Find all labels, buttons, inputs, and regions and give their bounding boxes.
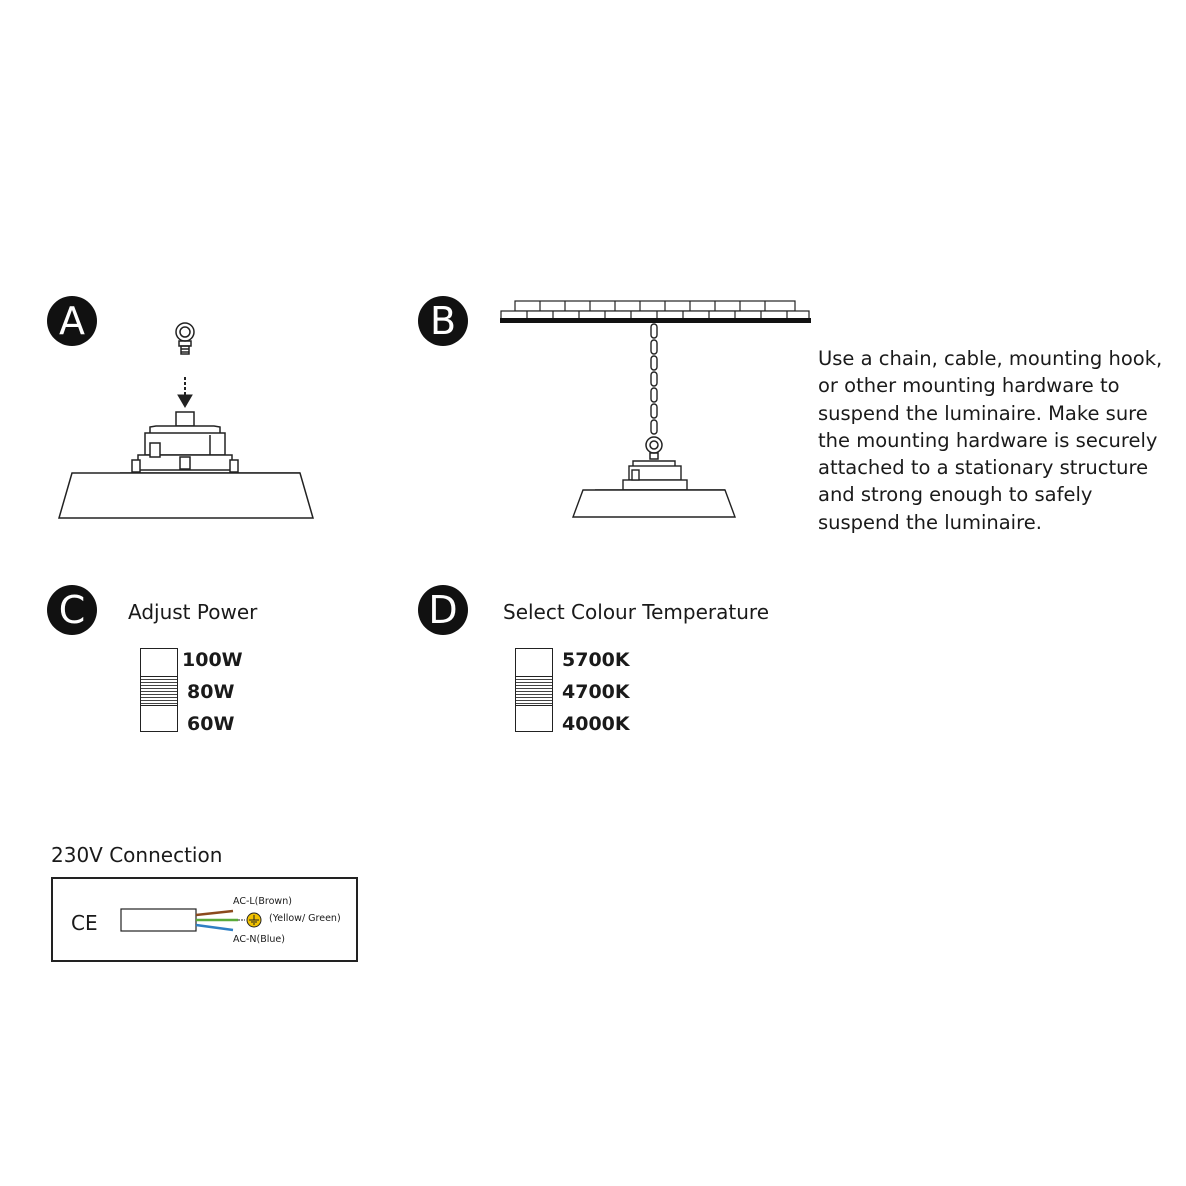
- neutral-wire-label: AC-N(Blue): [233, 934, 285, 945]
- cct-selector-switch[interactable]: [515, 648, 553, 732]
- cable-sheath: [121, 909, 196, 931]
- chain-icon: [651, 324, 657, 434]
- live-wire-label: AC-L(Brown): [233, 896, 292, 907]
- brown-wire: [196, 911, 233, 915]
- step-c-badge: C: [47, 585, 97, 635]
- chain-suspension-illustration: [495, 296, 815, 526]
- ce-mark: CE: [71, 911, 98, 935]
- blue-wire: [196, 925, 233, 930]
- ceiling-bricks: [501, 301, 809, 319]
- step-b-badge: B: [418, 296, 468, 346]
- ceiling-slab: [500, 318, 811, 323]
- cct-option-5700k: 5700K: [562, 649, 630, 671]
- switch-grip: [141, 676, 177, 706]
- connection-title: 230V Connection: [51, 843, 223, 867]
- step-a-badge: A: [47, 296, 97, 346]
- luminaire-body: [59, 412, 313, 518]
- earth-wire-label: (Yellow/ Green): [269, 913, 341, 924]
- down-arrow-icon: [178, 377, 192, 407]
- step-b-description: Use a chain, cable, mounting hook, or other mounting hardware to suspend the luminaire. Make sure the mounting hardware is securely attached to a stationary structure and strong enough to safely suspend the luminaire.: [818, 347, 1163, 534]
- step-c-title: Adjust Power: [128, 600, 258, 624]
- connection-diagram: [51, 877, 358, 962]
- step-d-badge: D: [418, 585, 468, 635]
- eye-bolt-icon: [176, 323, 194, 354]
- cct-option-4000k: 4000K: [562, 713, 630, 735]
- earth-icon: [247, 913, 261, 927]
- step-d-title: Select Colour Temperature: [503, 600, 769, 624]
- cct-option-4700k: 4700K: [562, 681, 630, 703]
- eye-bolt-icon: [646, 437, 662, 459]
- switch-grip: [516, 676, 552, 706]
- power-option-100w: 100W: [182, 649, 243, 671]
- luminaire-body: [573, 461, 735, 517]
- eye-bolt-installation-illustration: [50, 315, 330, 530]
- power-option-80w: 80W: [187, 681, 235, 703]
- power-selector-switch[interactable]: [140, 648, 178, 732]
- power-option-60w: 60W: [187, 713, 235, 735]
